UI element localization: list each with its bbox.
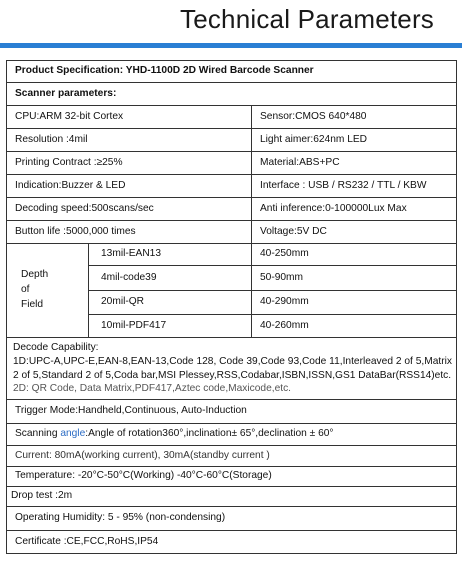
decode-1d-list: 1D:UPC-A,UPC-E,EAN-8,EAN-13,Code 128, Code 39,Code 93,Code 11,Interleaved 2 of 5,Matrix 2 of 5,Standard 2 of 5,Coda bar,MSI Plessey,RSS,Codabar,ISBN,ISSN,GS1 DataBar(RSS14)etc. xyxy=(13,355,452,381)
param-resolution: Resolution :4mil xyxy=(7,129,252,152)
param-sensor: Sensor:CMOS 640*480 xyxy=(252,106,457,129)
trigger-mode: Trigger Mode:Handheld,Continuous, Auto-Induction xyxy=(7,400,457,424)
temperature: Temperature: -20°C-50°C(Working) -40°C-60°C(Storage) xyxy=(7,467,457,487)
depth-code: 13mil-EAN13 xyxy=(89,244,252,266)
param-cpu: CPU:ARM 32-bit Cortex xyxy=(7,106,252,129)
depth-code: 20mil-QR xyxy=(89,291,252,315)
table-row xyxy=(7,338,457,400)
table-row xyxy=(7,106,457,129)
table-row xyxy=(7,198,457,221)
depth-code: 10mil-PDF417 xyxy=(89,315,252,338)
depth-code: 4mil-code39 xyxy=(89,266,252,291)
table-row xyxy=(7,446,457,467)
current-consumption: Current: 80mA(working current), 30mA(standby current ) xyxy=(7,446,457,467)
spec-table xyxy=(6,60,457,554)
param-printing-contract: Printing Contract :≥25% xyxy=(7,152,252,175)
depth-label-line: of xyxy=(21,284,30,296)
param-decoding-speed: Decoding speed:500scans/sec xyxy=(7,198,252,221)
table-row xyxy=(7,175,457,198)
param-interface: Interface : USB / RS232 / TTL / KBW xyxy=(252,175,457,198)
depth-range: 40-290mm xyxy=(252,291,457,315)
depth-range: 50-90mm xyxy=(252,266,457,291)
param-material: Material:ABS+PC xyxy=(252,152,457,175)
scanning-angle xyxy=(7,424,457,446)
table-row xyxy=(7,152,457,175)
table-row xyxy=(7,244,457,266)
title-underline xyxy=(0,43,462,48)
param-light-aimer: Light aimer:624nm LED xyxy=(252,129,457,152)
table-row xyxy=(7,61,457,83)
scanning-rest: :Angle of rotation360°,inclination± 65°,declination ± 60° xyxy=(85,428,334,440)
table-row xyxy=(7,129,457,152)
table-row xyxy=(7,531,457,554)
param-button-life: Button life :5000,000 times xyxy=(7,221,252,244)
depth-label-line: Field xyxy=(21,298,44,310)
depth-label-line: Depth xyxy=(21,269,49,281)
param-indication: Indication:Buzzer & LED xyxy=(7,175,252,198)
scanning-accent-word: angle xyxy=(60,428,86,440)
depth-range: 40-260mm xyxy=(252,315,457,338)
table-row xyxy=(7,83,457,106)
table-row xyxy=(7,400,457,424)
certificate: Certificate :CE,FCC,RoHS,IP54 xyxy=(7,531,457,554)
table-row xyxy=(7,467,457,487)
drop-test: Drop test :2m xyxy=(7,487,457,507)
decode-capability xyxy=(7,338,457,400)
param-voltage: Voltage:5V DC xyxy=(252,221,457,244)
page-title: Technical Parameters xyxy=(180,4,434,34)
decode-2d-list: 2D: QR Code, Data Matrix,PDF417,Aztec code,Maxicode,etc. xyxy=(13,383,292,395)
table-row xyxy=(7,487,457,507)
param-anti-inference: Anti inference:0-100000Lux Max xyxy=(252,198,457,221)
product-specification: Product Specification: YHD-1100D 2D Wired Barcode Scanner xyxy=(7,61,457,83)
scanning-prefix: Scanning xyxy=(15,428,61,440)
table-row xyxy=(7,424,457,446)
operating-humidity: Operating Humidity: 5 - 95% (non-condensing) xyxy=(7,507,457,531)
depth-of-field-label xyxy=(7,244,89,338)
depth-range: 40-250mm xyxy=(252,244,457,266)
table-row xyxy=(7,221,457,244)
scanner-parameters-heading: Scanner parameters: xyxy=(7,83,457,106)
table-row xyxy=(7,507,457,531)
decode-title: Decode Capability: xyxy=(13,342,99,353)
